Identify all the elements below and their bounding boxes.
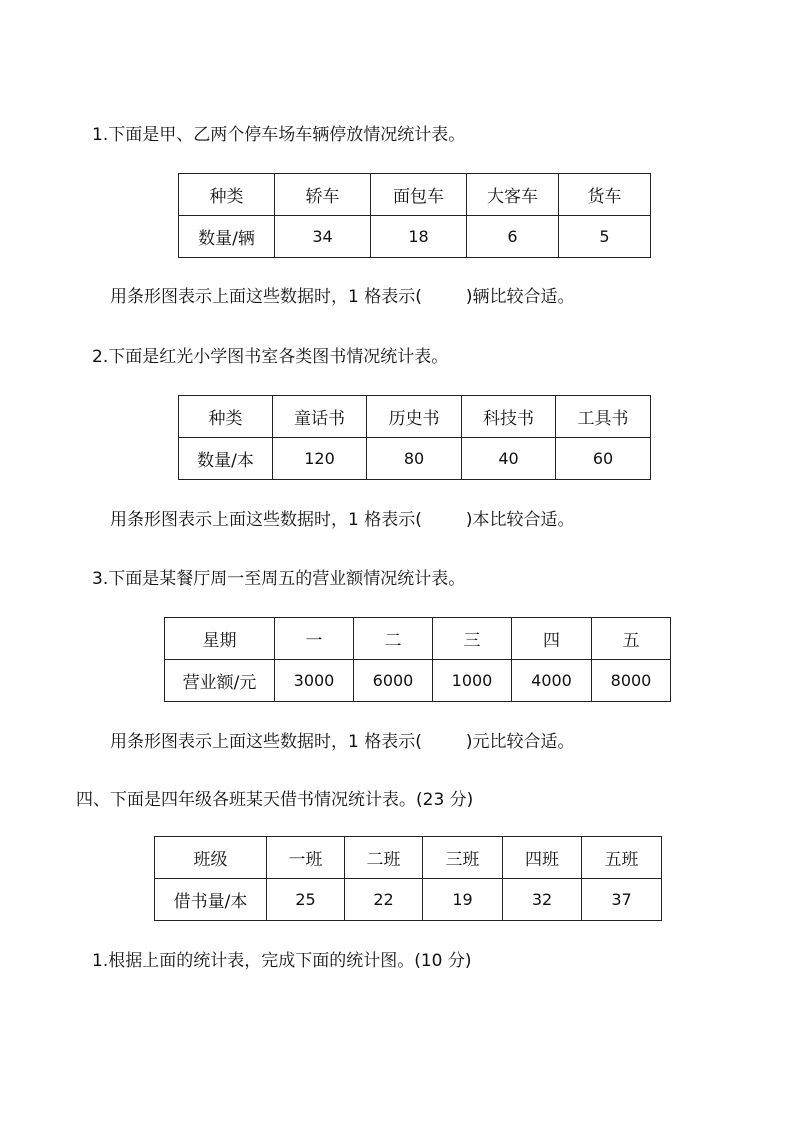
table-row <box>179 438 651 480</box>
table-cell: 19 <box>423 879 503 921</box>
table-cell: 历史书 <box>367 396 462 438</box>
table-row <box>155 879 662 921</box>
table-cell: 大客车 <box>467 174 559 216</box>
q1-title: 1.下面是甲、乙两个停车场车辆停放情况统计表。 <box>92 125 466 145</box>
table-cell: 4000 <box>512 660 592 702</box>
table-cell: 80 <box>367 438 462 480</box>
table-cell: 数量/辆 <box>179 216 275 258</box>
table-cell: 科技书 <box>462 396 556 438</box>
answer-suffix: )辆比较合适。 <box>465 287 575 307</box>
table-cell: 四班 <box>503 837 582 879</box>
table-cell: 3000 <box>275 660 354 702</box>
answer-suffix: )元比较合适。 <box>465 732 575 752</box>
table-cell: 40 <box>462 438 556 480</box>
table-header-row <box>179 174 651 216</box>
answer-suffix: )本比较合适。 <box>465 510 575 530</box>
table-row <box>165 660 671 702</box>
table-cell: 120 <box>273 438 367 480</box>
table-cell: 轿车 <box>275 174 371 216</box>
table-cell: 一 <box>275 618 354 660</box>
q2-answer-line <box>110 509 575 531</box>
table-cell: 22 <box>345 879 423 921</box>
answer-prefix: 用条形图表示上面这些数据时，1 格表示( <box>110 510 422 530</box>
table-cell: 二班 <box>345 837 423 879</box>
table-cell: 25 <box>267 879 345 921</box>
table-header-row <box>165 618 671 660</box>
table-cell: 五班 <box>582 837 662 879</box>
q3-answer-line <box>110 731 575 753</box>
table-cell: 星期 <box>165 618 275 660</box>
table-cell: 四 <box>512 618 592 660</box>
table-cell: 借书量/本 <box>155 879 267 921</box>
table-cell: 6 <box>467 216 559 258</box>
table-cell: 面包车 <box>371 174 467 216</box>
table-cell: 1000 <box>433 660 512 702</box>
table-cell: 货车 <box>559 174 651 216</box>
table-cell: 6000 <box>354 660 433 702</box>
table-row <box>179 216 651 258</box>
q1-table <box>178 173 651 258</box>
table-cell: 34 <box>275 216 371 258</box>
q2-title: 2.下面是红光小学图书室各类图书情况统计表。 <box>92 347 449 367</box>
table-cell: 种类 <box>179 396 273 438</box>
table-cell: 工具书 <box>556 396 651 438</box>
table-header-row <box>179 396 651 438</box>
table-cell: 三班 <box>423 837 503 879</box>
table-cell: 一班 <box>267 837 345 879</box>
section4-sub1: 1.根据上面的统计表，完成下面的统计图。(10 分) <box>92 951 472 971</box>
table-cell: 8000 <box>592 660 671 702</box>
table-cell: 数量/本 <box>179 438 273 480</box>
table-cell: 种类 <box>179 174 275 216</box>
q3-title: 3.下面是某餐厅周一至周五的营业额情况统计表。 <box>92 569 466 589</box>
table-cell: 60 <box>556 438 651 480</box>
answer-prefix: 用条形图表示上面这些数据时，1 格表示( <box>110 287 422 307</box>
table-cell: 五 <box>592 618 671 660</box>
section4-table <box>154 836 662 921</box>
table-cell: 童话书 <box>273 396 367 438</box>
section4-title: 四、下面是四年级各班某天借书情况统计表。(23 分) <box>76 790 474 810</box>
answer-prefix: 用条形图表示上面这些数据时，1 格表示( <box>110 732 422 752</box>
table-cell: 37 <box>582 879 662 921</box>
table-cell: 营业额/元 <box>165 660 275 702</box>
table-cell: 二 <box>354 618 433 660</box>
q3-table <box>164 617 671 702</box>
table-cell: 三 <box>433 618 512 660</box>
table-cell: 18 <box>371 216 467 258</box>
q1-answer-line <box>110 286 575 308</box>
table-header-row <box>155 837 662 879</box>
table-cell: 班级 <box>155 837 267 879</box>
table-cell: 5 <box>559 216 651 258</box>
table-cell: 32 <box>503 879 582 921</box>
q2-table <box>178 395 651 480</box>
